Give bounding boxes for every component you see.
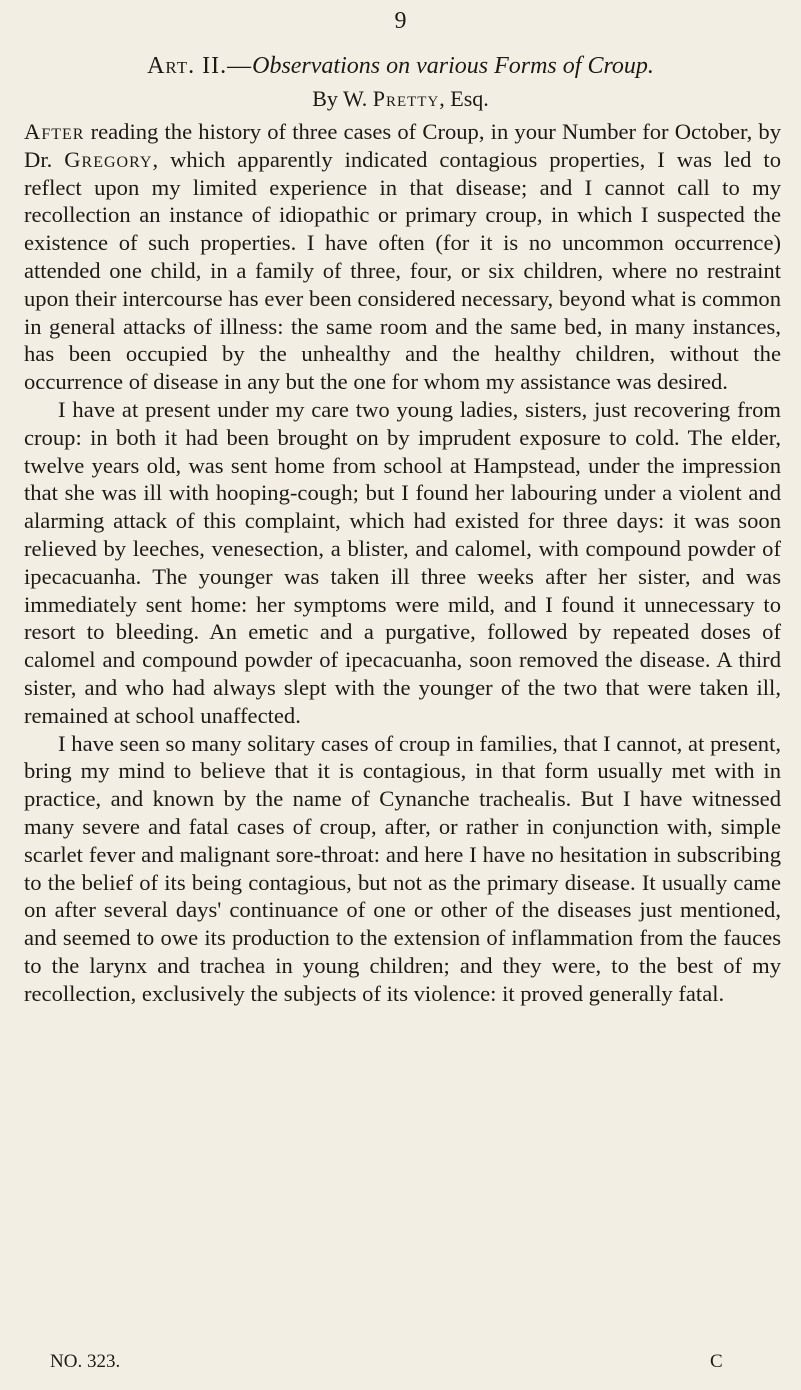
paragraph-1-lead: After — [24, 119, 85, 144]
paragraph-1-rest: , which apparently indicated contagious properties, I was led to reflect upon my limited experience in that disease; and I cannot call to my recollection an instance of idiopathic or primary croup, in which I suspected the existence of such properties. I have often (for it is no uncommon occurrence) attended one child, in a family of three, four, or six children, where no restraint upon their intercourse has ever been considered necessary, beyond what is common in general attacks of illness: the same room and the same bed, in many instances, has been occupied by the unhealthy and the healthy children, without the occurrence of disease in any but the one for whom my assistance was desired. — [24, 146, 782, 395]
byline-suffix: , Esq. — [439, 86, 489, 111]
byline — [0, 86, 801, 112]
issue-number: NO. 323. — [50, 1351, 121, 1372]
article-body — [24, 118, 781, 1008]
paragraph-1-mid: reading the history of three cases of Croup, in your Number for October, by Dr. — [24, 119, 781, 172]
paragraph-1 — [24, 118, 781, 396]
article-label: Art. II.— — [147, 53, 253, 79]
paragraph-2: I have at present under my care two young ladies, sisters, just recovering from croup: in both it had been brought on by imprudent exposure to cold. The elder, twelve years old, was sent home from school at Hampstead, under the impression that she was ill with hooping-cough; but I found her labouring under a violent and alarming attack of this complaint, which had existed for three days: it was soon relieved by leeches, venesection, a blister, and calomel, with compound powder of ipecacuanha. The younger was taken ill three weeks after her sister, and was immediately sent home: her symptoms were mild, and I found it unnecessary to resort to bleeding. An emetic and a purgative, followed by repeated doses of calomel and compound powder of ipecacuanha, soon removed the disease. A third sister, and who had always slept with the younger of the two that were taken ill, remained at school unaffected. — [24, 396, 781, 728]
article-title-text: Observations on various Forms of Croup. — [252, 53, 654, 79]
page-number: 9 — [394, 8, 407, 34]
signature-mark: C — [710, 1351, 723, 1372]
paragraph-1-name: Gregory — [64, 146, 153, 172]
paragraph-3: I have seen so many solitary cases of croup in families, that I cannot, at present, bring my mind to believe that it is contagious, in that form usually met with in practice, and known by the name of Cynanche trachealis. But I have witnessed many severe and fatal cases of croup, after, or rather in conjunction with, simple scarlet fever and malignant sore-throat: and here I have no hesitation in subscribing to the belief of its being contagious, but not as the primary disease. It usually came on after several days' continuance of one or other of the diseases just mentioned, and seemed to owe its production to the extension of inflammation from the fauces to the larynx and trachea in young children; and they were, to the best of my recollection, exclusively the subjects of its violence: it proved generally fatal. — [24, 730, 781, 1006]
article-title — [0, 52, 801, 80]
byline-prefix: By W. — [312, 86, 373, 111]
author-name: Pretty — [372, 86, 440, 111]
